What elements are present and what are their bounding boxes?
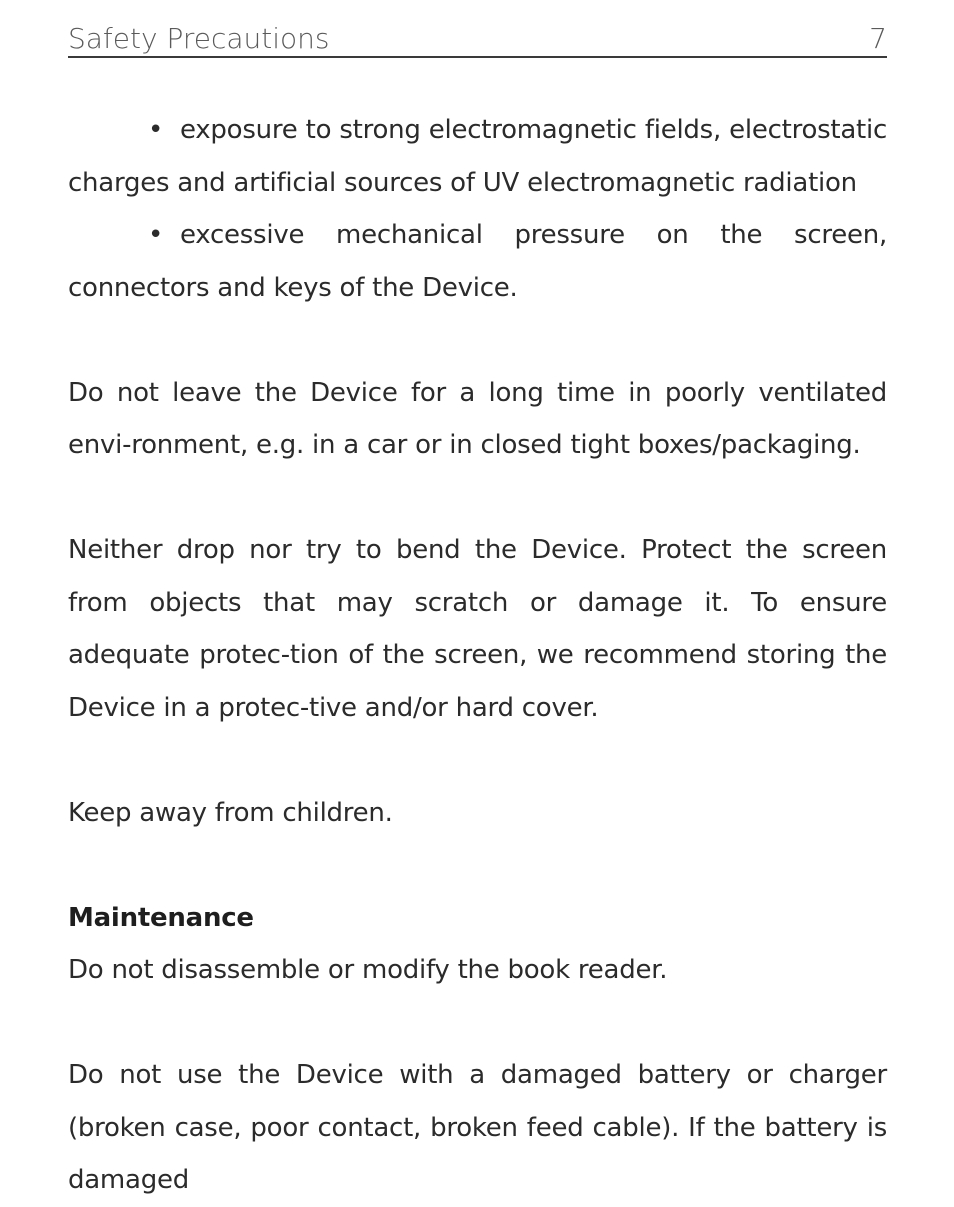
paragraph-ventilation: Do not leave the Device for a long time in poorly ventilated envi-ronment, e.g. in a car or in closed tight boxes/packaging. xyxy=(68,377,887,460)
bullet-text: excessive mechanical pressure on the screen, connectors and keys of the Device. xyxy=(68,220,887,303)
bullet-text: exposure to strong electromagnetic fields, electrostatic charges and artificial sources of UV electromagnetic radiation xyxy=(68,115,887,198)
page-number: 7 xyxy=(869,22,887,55)
paragraph-children: Keep away from children. xyxy=(68,797,393,828)
section-title: Safety Precautions xyxy=(68,22,330,55)
paragraph-battery: Do not use the Device with a damaged battery or charger (broken case, poor contact, broken feed cable). If the battery is damaged xyxy=(68,1060,887,1195)
document-body xyxy=(68,104,887,1207)
bullet-item xyxy=(68,104,887,209)
bullet-symbol: • xyxy=(148,115,164,145)
page-header xyxy=(68,20,887,58)
paragraph-drop: Neither drop nor try to bend the Device. Protect the screen from objects that may scratch or damage it. To ensure adequate protec-tion of the screen, we recommend storing the Device in a protec-tive and/or hard cover. xyxy=(68,535,887,723)
maintenance-heading: Maintenance xyxy=(68,902,254,933)
paragraph-disassemble: Do not disassemble or modify the book reader. xyxy=(68,955,668,985)
bullet-item xyxy=(68,209,887,314)
bullet-symbol: • xyxy=(148,220,164,250)
